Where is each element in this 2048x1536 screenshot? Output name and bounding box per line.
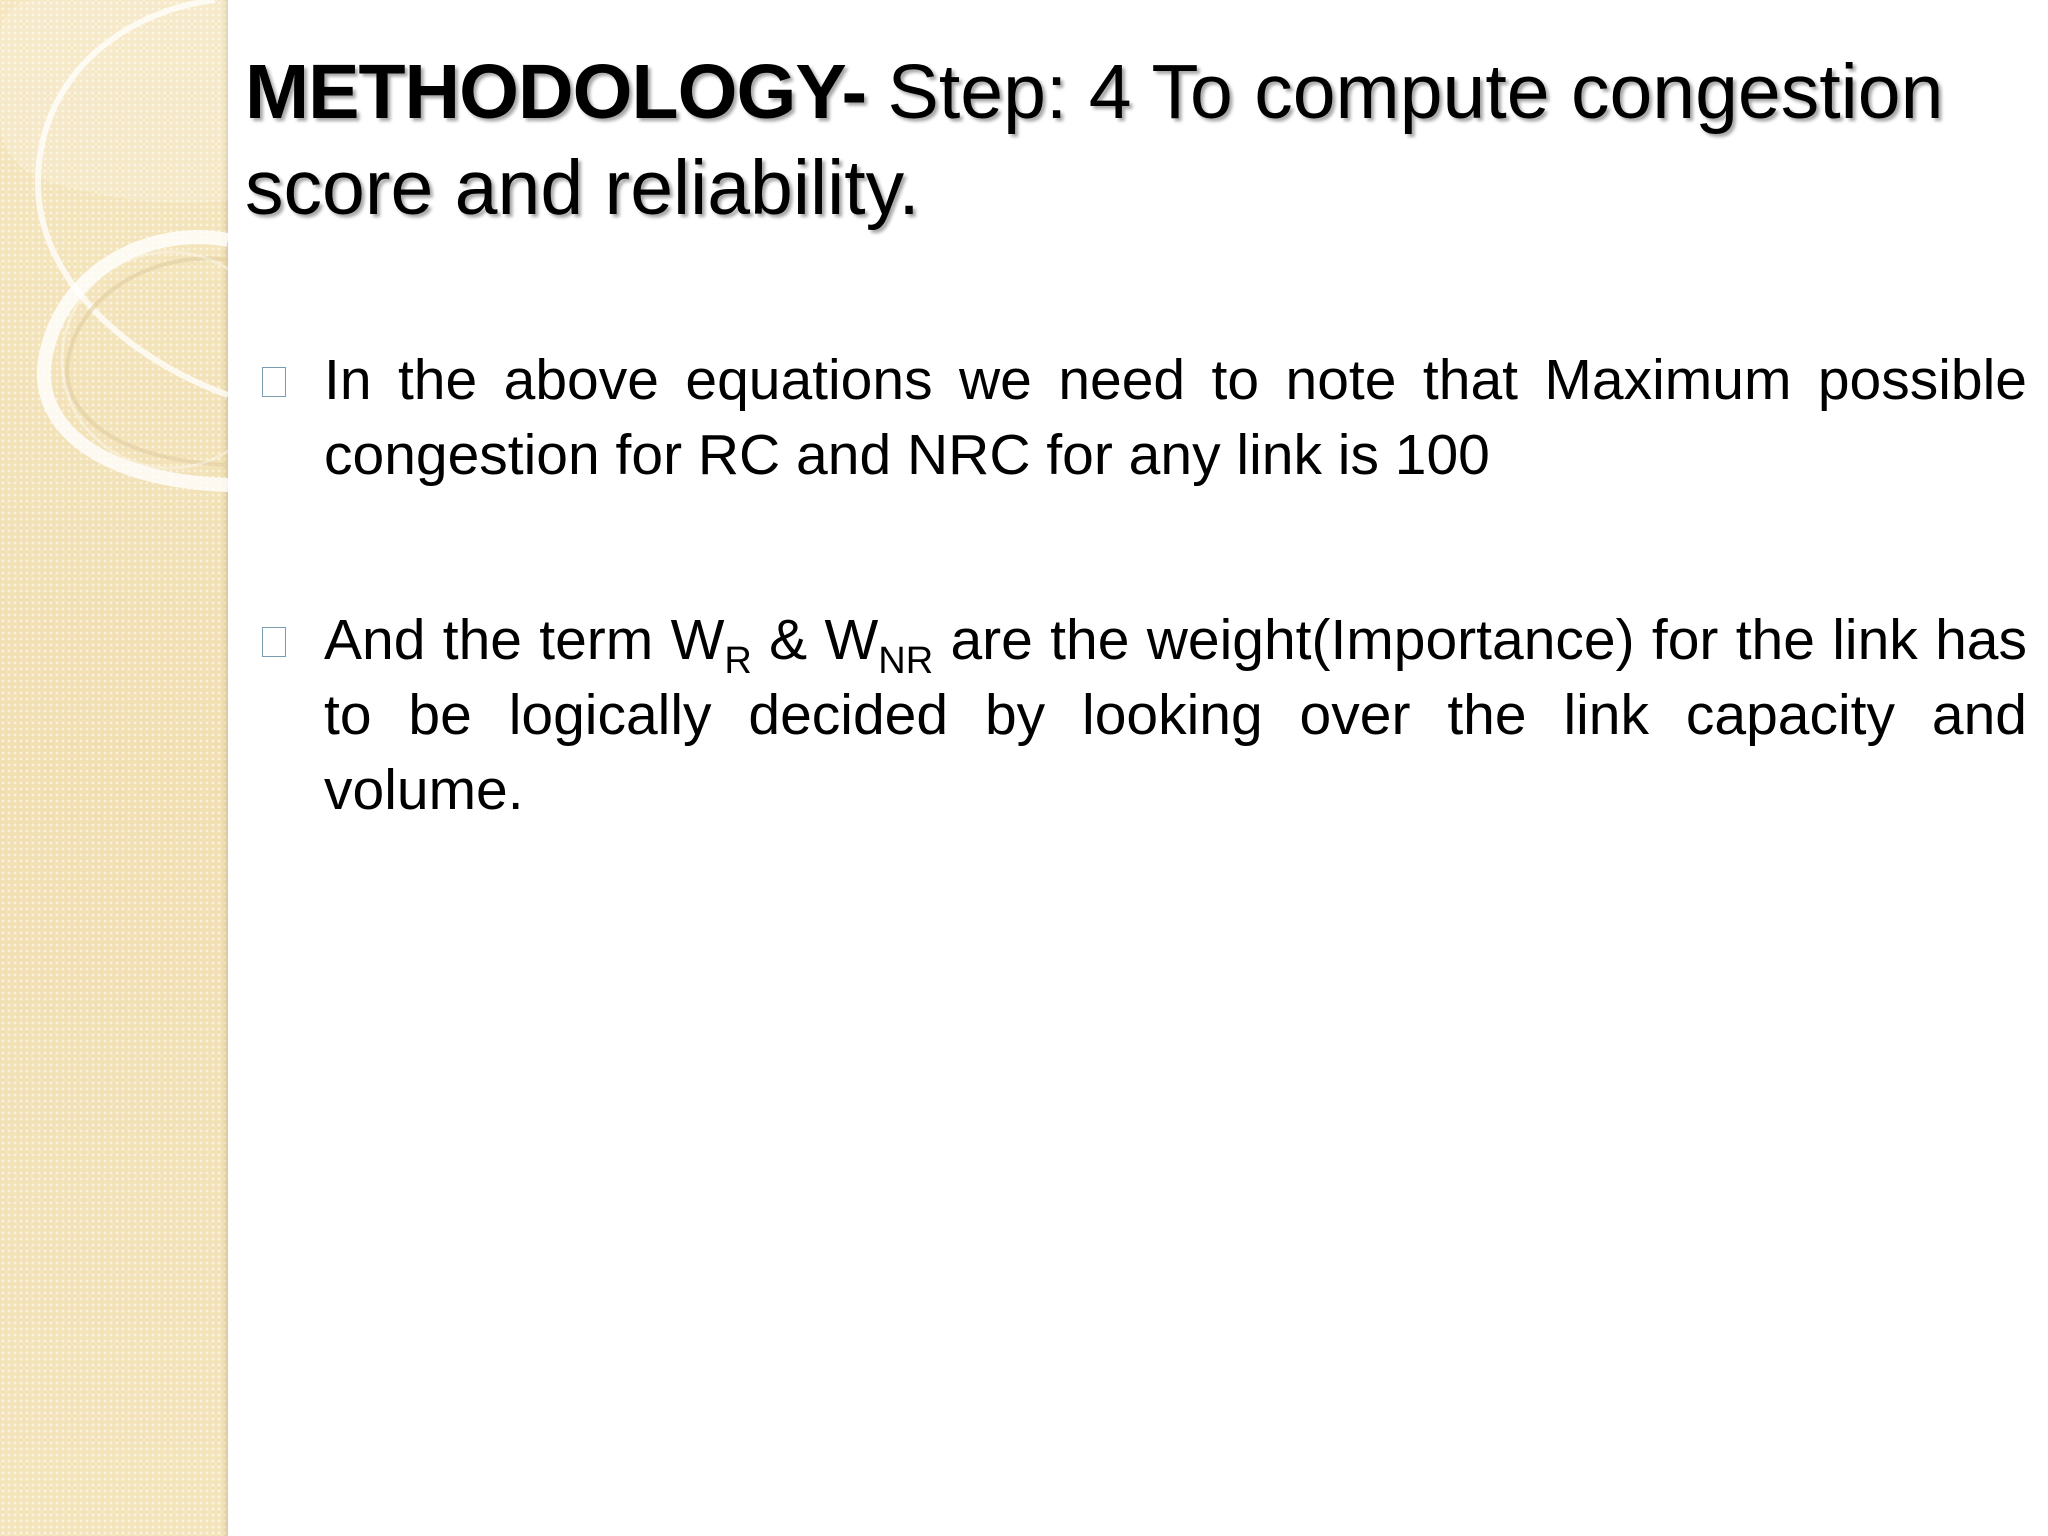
bullet-text-2: [324, 603, 2027, 828]
slide-title: [245, 44, 2005, 236]
bullet-text-1: In the above equations we need to note that Maximum possible congestion for RC and NRC for any link is 100: [324, 348, 2027, 487]
title-bold-part: METHODOLOGY-: [245, 49, 867, 135]
bullet-2-text-part-3: are the weight(Importance) for the link has to be logically decided by looking over the link capacity and volume.: [324, 608, 2028, 822]
square-bullet-icon: [262, 627, 286, 657]
bullet-2-text-part-2: & W: [751, 608, 879, 672]
bullet-item-2: [262, 603, 2027, 828]
square-bullet-icon: [262, 367, 286, 397]
title-regular-part: Step: 4 To compute congestion score and reliability.: [245, 49, 1944, 231]
bullet-item-1: [262, 343, 2027, 493]
bullet-2-text-part-1: And the term W: [324, 608, 725, 672]
swirl-ornament-icon: [0, 0, 260, 520]
subscript-r: R: [724, 640, 752, 682]
subscript-nr: NR: [878, 640, 934, 682]
